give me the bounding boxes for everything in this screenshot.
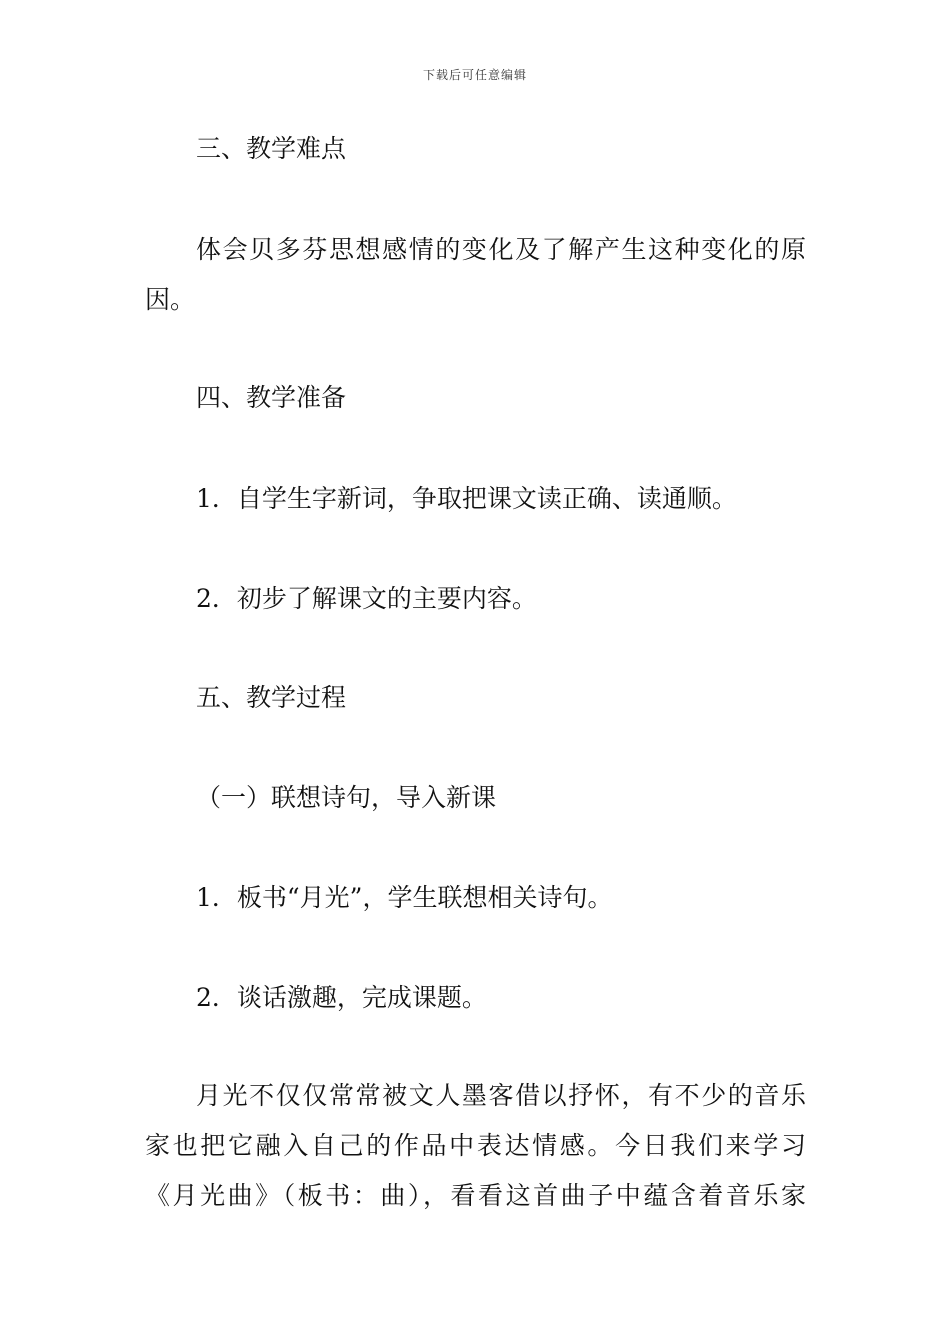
step-1-item-2: 2．谈话激趣，完成课题。 bbox=[196, 983, 487, 1012]
section-4-heading: 四、教学准备 bbox=[196, 383, 347, 412]
body-paragraph-line-3: 《月光曲》（板书：曲），看看这首曲子中蕴含着音乐家 bbox=[145, 1181, 806, 1210]
step-1-heading: （一）联想诗句，导入新课 bbox=[196, 783, 497, 812]
prep-item-2: 2．初步了解课文的主要内容。 bbox=[196, 584, 537, 613]
body-paragraph-line-2: 家也把它融入自己的作品中表达情感。今日我们来学习 bbox=[145, 1131, 806, 1160]
step-1-item-1: 1．板书“月光”，学生联想相关诗句。 bbox=[196, 883, 613, 912]
section-3-heading: 三、教学难点 bbox=[196, 134, 347, 163]
page-header-note: 下载后可任意编辑 bbox=[422, 68, 527, 82]
section-3-paragraph-line-1: 体会贝多芬思想感情的变化及了解产生这种变化的原 bbox=[196, 235, 806, 264]
body-paragraph-line-1: 月光不仅仅常常被文人墨客借以抒怀，有不少的音乐 bbox=[196, 1081, 806, 1110]
prep-item-1: 1．自学生字新词，争取把课文读正确、读通顺。 bbox=[196, 484, 737, 513]
section-5-heading: 五、教学过程 bbox=[196, 683, 347, 712]
section-3-paragraph-line-2: 因。 bbox=[145, 285, 196, 314]
